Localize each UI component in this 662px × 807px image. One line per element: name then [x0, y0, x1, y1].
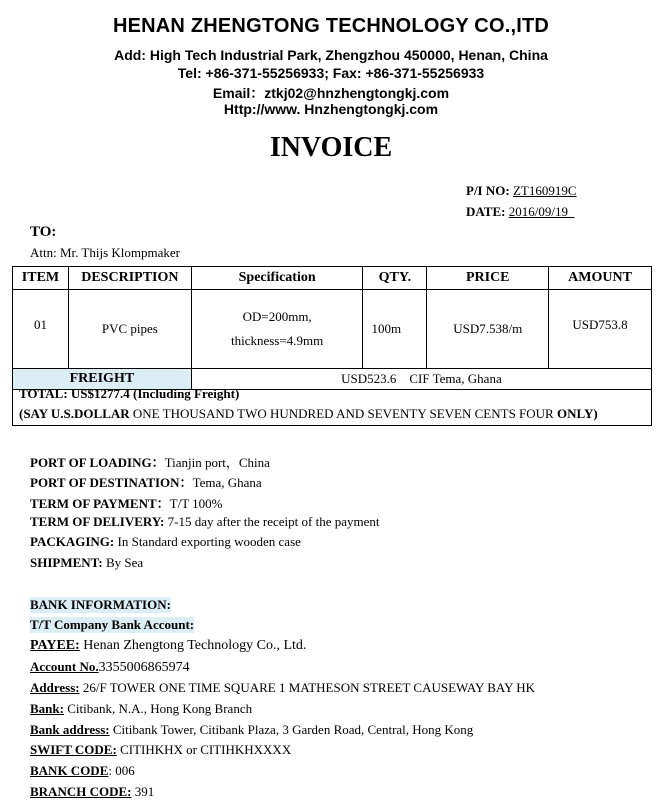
bank-branch-address: [30, 722, 473, 738]
items-table: [12, 266, 652, 390]
bank-field-label: Bank address:: [30, 722, 110, 737]
freight-value: USD523.6 CIF Tema, Ghana: [191, 369, 651, 390]
cell-item: 01: [13, 290, 69, 369]
term-label: TERM OF DELIVERY:: [30, 514, 165, 529]
bank-payee: [30, 638, 306, 654]
header-item: ITEM: [13, 267, 69, 290]
to-label: TO:: [30, 224, 57, 240]
term-value: Tianjin port，China: [164, 455, 270, 470]
bank-branch-code: [30, 784, 154, 800]
cell-qty: 100m: [363, 290, 427, 369]
header-price: PRICE: [427, 267, 549, 290]
freight-label: FREIGHT: [13, 369, 192, 390]
say-amount-words: ONE THOUSAND TWO HUNDRED AND SEVENTY SEVEN CENTS FOUR: [129, 406, 557, 421]
bank-field-label: BRANCH CODE:: [30, 784, 132, 799]
table-header-row: [13, 267, 652, 290]
date-label: DATE:: [466, 204, 506, 219]
company-email: Email：ztkj02@hnzhengtongkj.com: [212, 85, 450, 101]
term-shipment: [30, 555, 143, 571]
company-website: Http://www. Hnzhengtongkj.com: [223, 101, 439, 117]
term-label: PORT OF DESTINATION：: [30, 475, 193, 490]
term-packaging: [30, 534, 301, 550]
term-label: TERM OF PAYMENT：: [30, 496, 170, 511]
attn-line: Attn: Mr. Thijs Klompmaker: [30, 245, 180, 260]
bank-name: [30, 701, 252, 717]
say-prefix: (SAY U.S.DOLLAR: [19, 406, 130, 421]
header-specification: Specification: [191, 267, 363, 290]
header-amount: AMOUNT: [549, 267, 652, 290]
term-label: SHIPMENT:: [30, 555, 103, 570]
bank-code: [30, 763, 135, 779]
bank-account-subheading: T/T Company Bank Account:: [30, 617, 195, 632]
bank-field-label: Bank:: [30, 701, 64, 716]
cell-description: PVC pipes: [68, 290, 191, 369]
term-label: PORT OF LOADING：: [30, 455, 165, 470]
term-label: PACKAGING:: [30, 534, 115, 549]
cell-amount: USD753.8: [549, 290, 652, 369]
bank-field-value: 26/F TOWER ONE TIME SQUARE 1 MATHESON STREET CAUSEWAY BAY HK: [79, 680, 536, 695]
pi-number-value: ZT160919C: [512, 183, 577, 198]
company-name: HENAN ZHENGTONG TECHNOLOGY CO.,ITD: [112, 15, 550, 37]
header-description: DESCRIPTION: [68, 267, 191, 290]
term-payment: [30, 493, 222, 512]
header-qty: QTY.: [363, 267, 427, 290]
cell-specification: [191, 290, 363, 369]
bank-field-value: 391: [131, 784, 155, 799]
bank-info-heading: BANK INFORMATION:: [30, 597, 171, 612]
total-box: [12, 383, 652, 426]
company-address: Add: High Tech Industrial Park, Zhengzhou 450000, Henan, China: [114, 47, 548, 63]
date-line: [466, 204, 574, 220]
bank-field-label: BANK CODE: [30, 763, 109, 778]
total-in-words: [19, 405, 598, 423]
bank-field-value: Citibank, N.A., Hong Kong Branch: [63, 701, 253, 716]
bank-field-value: Henan Zhengtong Technology Co., Ltd.: [79, 638, 307, 653]
bank-field-value: 3355006865974: [98, 660, 190, 675]
bank-field-value: CITIHKHX or CITIHKHXXXX: [116, 742, 292, 757]
spec-line-2: thickness=4.9mm: [231, 333, 324, 348]
bank-field-label: SWIFT CODE:: [30, 742, 117, 757]
bank-address: [30, 680, 535, 696]
term-value: In Standard exporting wooden case: [114, 534, 301, 549]
invoice-title: INVOICE: [269, 132, 393, 163]
bank-swift-code: [30, 742, 291, 758]
term-port-destination: [30, 472, 262, 491]
pi-number-line: [466, 183, 577, 199]
pi-number-label: P/I NO:: [466, 183, 510, 198]
term-value: Tema, Ghana: [192, 475, 262, 490]
term-value: By Sea: [102, 555, 144, 570]
bank-field-label: PAYEE:: [30, 638, 80, 653]
say-suffix: ONLY): [556, 406, 598, 421]
bank-field-label: Address:: [30, 680, 80, 695]
cell-price: USD7.538/m: [427, 290, 549, 369]
table-row: [13, 290, 652, 369]
term-value: T/T 100%: [169, 496, 223, 511]
term-port-loading: [30, 452, 270, 471]
total-line: TOTAL: US$1277.4 (Including Freight): [19, 386, 240, 401]
spec-line-1: OD=200mm,: [242, 309, 312, 324]
bank-field-value: Citibank Tower, Citibank Plaza, 3 Garden Road, Central, Hong Kong: [109, 722, 474, 737]
company-tel-fax: Tel: +86-371-55256933; Fax: +86-371-55256933: [177, 65, 485, 81]
term-delivery: [30, 514, 380, 530]
term-value: 7-15 day after the receipt of the payment: [164, 514, 380, 529]
bank-account-no: [30, 659, 190, 676]
bank-field-value: : 006: [108, 763, 135, 778]
date-value: 2016/09/19: [508, 204, 568, 219]
bank-field-label: Account No.: [30, 659, 99, 674]
